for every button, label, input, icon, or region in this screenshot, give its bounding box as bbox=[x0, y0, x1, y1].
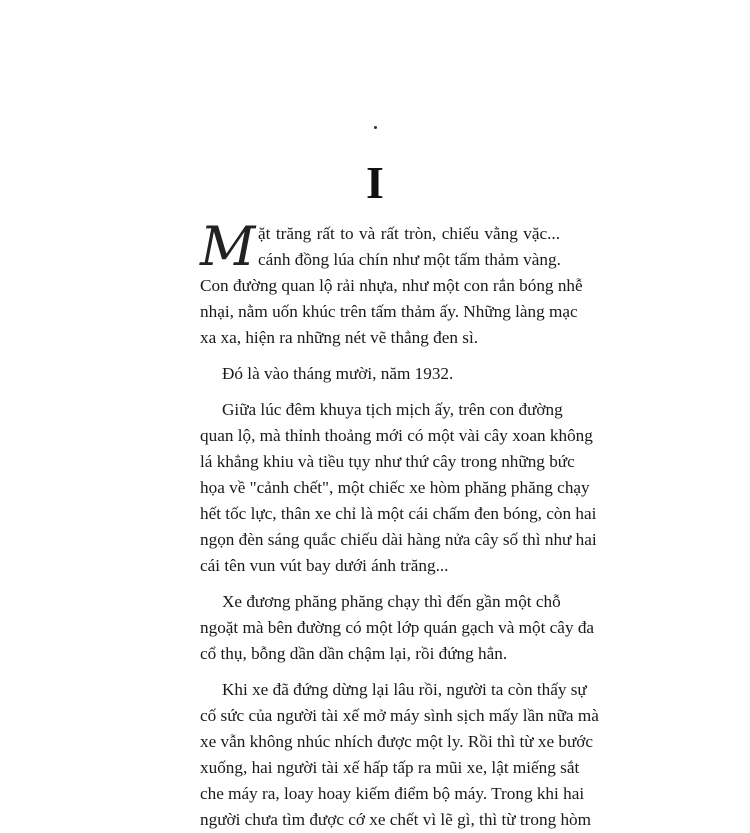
chapter-text bbox=[200, 215, 599, 833]
text-line: hết tốc lực, thân xe chỉ là một cái chấm đen bóng, còn hai bbox=[200, 504, 597, 523]
text-line: Xe đương phăng phăng chạy thì đến gần một chỗ bbox=[222, 592, 561, 611]
text-line: nhại, nằm uốn khúc trên tấm thảm ấy. Những làng mạc bbox=[200, 302, 578, 321]
text-line: xuống, hai người tài xế hấp tấp ra mũi xe, lật miếng sắt bbox=[200, 758, 580, 777]
text-line: xe vẫn không nhúc nhích được một ly. Rồi thì từ xe bước bbox=[200, 732, 593, 751]
text-line: ặt trăng rất to và rất tròn, chiếu vằng vặc... bbox=[258, 224, 560, 243]
text-line: lá khẳng khiu và tiều tụy như thứ cây trong những bức bbox=[200, 452, 575, 471]
text-line: quan lộ, mà thỉnh thoảng mới có một vài cây xoan không bbox=[200, 426, 593, 445]
text-line: Giữa lúc đêm khuya tịch mịch ấy, trên con đường bbox=[222, 400, 563, 419]
text-line: cánh đồng lúa chín như một tấm thảm vàng. bbox=[258, 250, 561, 269]
text-line: cố sức của người tài xế mở máy sình sịch mấy lần nữa mà bbox=[200, 706, 599, 725]
text-line: Con đường quan lộ rải nhựa, như một con rắn bóng nhễ bbox=[200, 276, 583, 295]
text-line: họa về "cảnh chết", một chiếc xe hòm phăng phăng chạy bbox=[200, 478, 590, 497]
opening-drop-block bbox=[200, 215, 561, 278]
ornament-dot bbox=[374, 126, 377, 129]
text-line: ngọn đèn sáng quắc chiếu dài hàng nửa cây số thì như hai bbox=[200, 530, 597, 549]
text-line: người chưa tìm được cớ xe chết vì lẽ gì, thì từ trong hòm bbox=[200, 810, 592, 829]
text-line: Khi xe đã đứng dừng lại lâu rồi, người ta còn thấy sự bbox=[222, 680, 587, 699]
chapter-number: I bbox=[366, 157, 384, 208]
text-line: ngoặt mà bên đường có một lớp quán gạch và một cây đa bbox=[200, 618, 595, 637]
text-line: xa xa, hiện ra những nét vẽ thẳng đen sì. bbox=[200, 328, 479, 347]
drop-cap: M bbox=[200, 215, 256, 278]
text-line: che máy ra, loay hoay kiếm điểm bộ máy. Trong khi hai bbox=[200, 784, 585, 803]
text-line: cổ thụ, bỗng dần dần chậm lại, rồi đứng hẳn. bbox=[200, 644, 508, 663]
text-line: cái tên vun vút bay dưới ánh trăng... bbox=[200, 556, 449, 575]
text-line: Đó là vào tháng mười, năm 1932. bbox=[222, 364, 454, 383]
